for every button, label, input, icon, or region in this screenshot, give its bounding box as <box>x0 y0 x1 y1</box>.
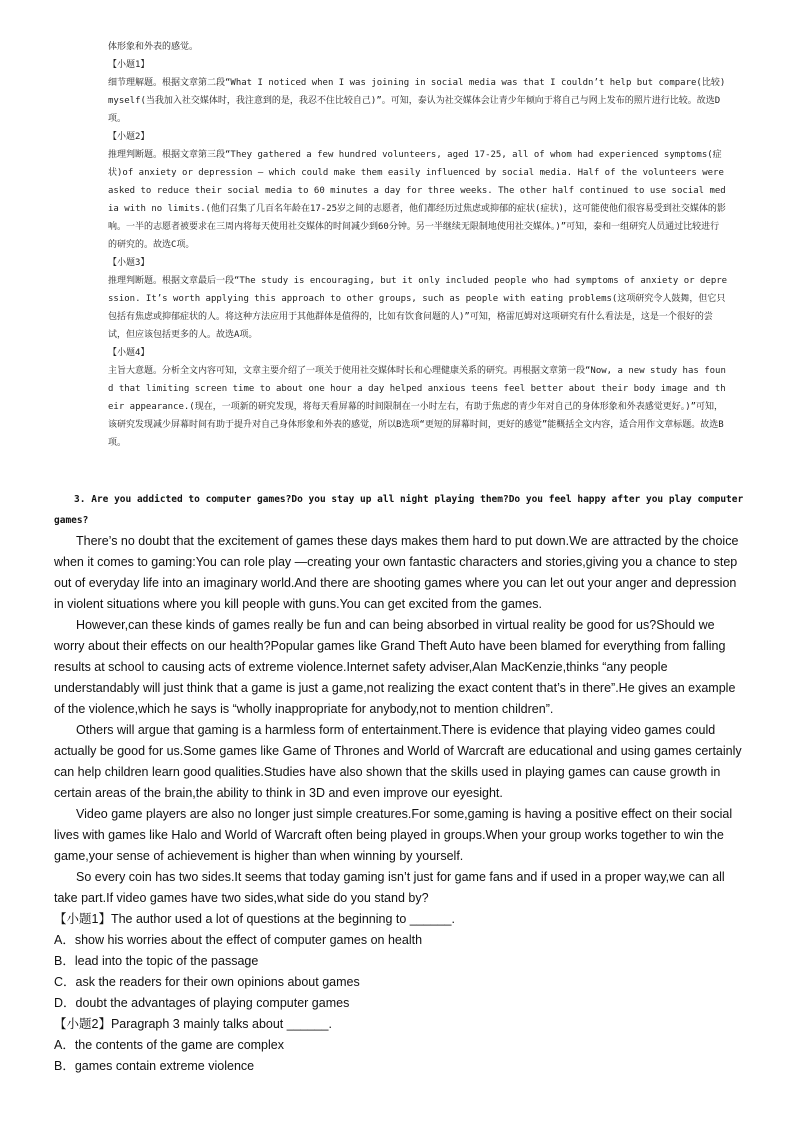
answer-explanations <box>108 38 728 452</box>
answer-label-4: 【小题4】 <box>108 348 150 358</box>
passage-paragraph-2: However,can these kinds of games really be fun and can being absorbed in virtual reality be good for us?Should we worry about their effects on our health?Popular games like Grand Theft Auto have been blamed for everything from falling results at school to causing acts of extreme violence.Internet safety adviser,Alan MacKenzie,thinks “any people understandably will just think that a game is just a game,not realizing the exact content that’s in there”.He gives an example of the violence,which he says is “wholly inappropriate for anybody,not to mention children”. <box>54 618 736 716</box>
passage-paragraph-4: Video game players are also no longer just simple creatures.For some,gaming is having a positive effect on their social lives with games like Halo and World of Warcraft often being played in groups.When your group works together to win the game,your sense of achievement is higher than when winning by yourself. <box>54 807 733 863</box>
answer-label-2: 【小题2】 <box>108 132 150 142</box>
answer-text-2: 推理判断题。根据文章第三段“They gathered a few hundred volunteers, aged 17-25, all of whom had experienced symptoms(症状)of anxiety or depression — which could make them easily influenced by social media. Half of the volunteers were asked to reduce their social media to 60 minutes a day for three weeks. The other half continued to use social media with no limits.(他们召集了几百名年龄在17-25岁之间的志愿者，他们都经历过焦虑或抑郁的症状(症状)，这可能使他们很容易受到社交媒体的影响。一半的志愿者被要求在三周内将每天使用社交媒体的时间减少到60分钟。另一半继续无限制地使用社交媒体。)”可知，泰和一组研究人员通过比较进行的研究的。故选C项。 <box>108 150 726 250</box>
sub-question-1-stem: 【小题1】The author used a lot of questions at the beginning to ______. <box>54 912 455 926</box>
passage-paragraph-5: So every coin has two sides.It seems that today gaming isn’t just for game fans and if used in a proper way,we can all take part.If video games have two sides,what side do you stand by? <box>54 870 725 905</box>
question-heading-text: Are you addicted to computer games?Do you stay up all night playing them?Do you feel happy after you play computer games? <box>54 494 744 526</box>
sub-question-1-option-c[interactable]: C．ask the readers for their own opinions about games <box>54 975 360 989</box>
answer-text-3: 推理判断题。根据文章最后一段“The study is encouraging, but it only included people who had symptoms of anxiety or depression. It’s worth applying this approach to other groups, such as people with eating problems(这项研究令人鼓舞，但它只包括有焦虑或抑郁症状的人。将这种方法应用于其他群体是值得的，比如有饮食问题的人)”可知，格雷厄姆对这项研究有什么看法是，这是一个很好的尝试，但应该包括更多的人。故选A项。 <box>108 276 728 340</box>
sub-question-1-option-a[interactable]: A．show his worries about the effect of computer games on health <box>54 933 423 947</box>
sub-question-2-stem: 【小题2】Paragraph 3 mainly talks about ______. <box>54 1017 332 1031</box>
sub-question-1-option-b[interactable]: B．lead into the topic of the passage <box>54 954 259 968</box>
answer-line: 体形象和外表的感觉。 <box>108 42 199 52</box>
question-heading <box>54 489 744 531</box>
passage-paragraph-3: Others will argue that gaming is a harmless form of entertainment.There is evidence that playing video games could actually be good for us.Some games like Game of Thrones and World of Warcraft are educational and using games certainly can help children learn good qualities.Studies have also shown that the skills used in playing games can cause growth in certain areas of the brain,the ability to think in 3D and even improve our eyesight. <box>54 723 742 800</box>
answer-text-4: 主旨大意题。分析全文内容可知，文章主要介绍了一项关于使用社交媒体时长和心理健康关系的研究。再根据文章第一段“Now, a new study has found that limiting screen time to about one hour a day helped anxious teens feel better about their body image and their appearance.(现在，一项新的研究发现，将每天看屏幕的时间限制在一小时左右，有助于焦虑的青少年对自己的身体形象和外表感觉更好。)”可知，该研究发现减少屏幕时间有助于提升对自己身体形象和外表的感觉，所以B选项“更短的屏幕时间，更好的感觉”能概括全文内容，适合用作文章标题。故选B项。 <box>108 366 726 448</box>
answer-text-1: 细节理解题。根据文章第二段“What I noticed when I was joining in social media was that I couldn’t help but compare(比较)myself(当我加入社交媒体时，我注意到的是，我忍不住比较自己)”。可知，泰认为社交媒体会让青少年倾向于将自己与网上发布的照片进行比较。故选D项。 <box>108 78 726 124</box>
sub-question-1-option-d[interactable]: D．doubt the advantages of playing computer games <box>54 996 350 1010</box>
answer-label-3: 【小题3】 <box>108 258 150 268</box>
sub-question-2-option-a[interactable]: A．the contents of the game are complex <box>54 1038 284 1052</box>
sub-question-2-option-b[interactable]: B．games contain extreme violence <box>54 1059 255 1073</box>
passage-paragraph-1: There’s no doubt that the excitement of games these days makes them hard to put down.We are attracted by the choice when it comes to gaming:You can role play —creating your own fantastic characters and stories,giving you a chance to step out of everyday life into an imaginary world.And there are shooting games where you can let out your anger and depression in violent situations where you kill people with guns.You can get excited from the games. <box>54 534 739 611</box>
question-number: 3. <box>74 494 86 505</box>
question-3 <box>54 489 744 1077</box>
answer-label-1: 【小题1】 <box>108 60 150 70</box>
